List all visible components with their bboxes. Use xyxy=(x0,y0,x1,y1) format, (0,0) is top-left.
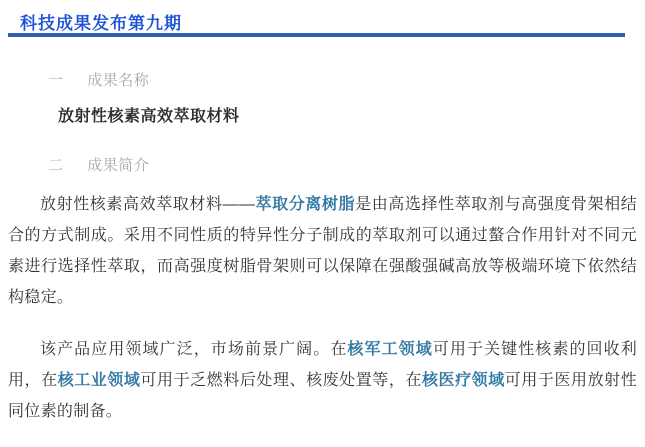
highlight-term-extraction-resin: 萃取分离树脂 xyxy=(255,196,356,213)
highlight-term-nuclear-industry: 核工业领域 xyxy=(57,372,141,389)
intro-paragraph-2 xyxy=(8,334,637,427)
header-divider xyxy=(8,33,625,37)
section-2-heading xyxy=(48,154,149,175)
section-1-number: 一 xyxy=(48,72,64,89)
text-segment: 是由高选择性萃取剂与高强度骨架相结合的方式制成。采用不同性质的特异性分子制成的萃取剂可以通过螯合作用针对不同元素进行选择性萃取，而高强度树脂骨架则可以保障在强酸强碱高放等极端环境下依然结构稳定。 xyxy=(8,196,637,306)
highlight-term-nuclear-military: 核军工领域 xyxy=(347,341,433,358)
section-2-label: 成果简介 xyxy=(87,157,150,174)
section-1-heading xyxy=(48,69,149,90)
text-segment: 该产品应用领域广泛，市场前景广阔。在 xyxy=(40,341,348,358)
text-segment: 可用于医用放射性同位素的制备。 xyxy=(8,372,637,420)
section-2-number: 二 xyxy=(48,157,64,174)
text-segment: 放射性核素高效萃取材料—— xyxy=(40,196,256,213)
text-segment: 可用于乏燃料后处理、核废处置等，在 xyxy=(140,372,422,389)
section-1-label: 成果名称 xyxy=(87,72,150,89)
intro-paragraph-1 xyxy=(8,189,637,313)
achievement-name: 放射性核素高效萃取材料 xyxy=(58,108,240,125)
text-segment: 可用于关键性核素的回收利用，在 xyxy=(8,341,637,389)
highlight-term-nuclear-medicine: 核医疗领域 xyxy=(421,372,505,389)
page-title: 科技成果发布第九期 xyxy=(20,14,182,33)
